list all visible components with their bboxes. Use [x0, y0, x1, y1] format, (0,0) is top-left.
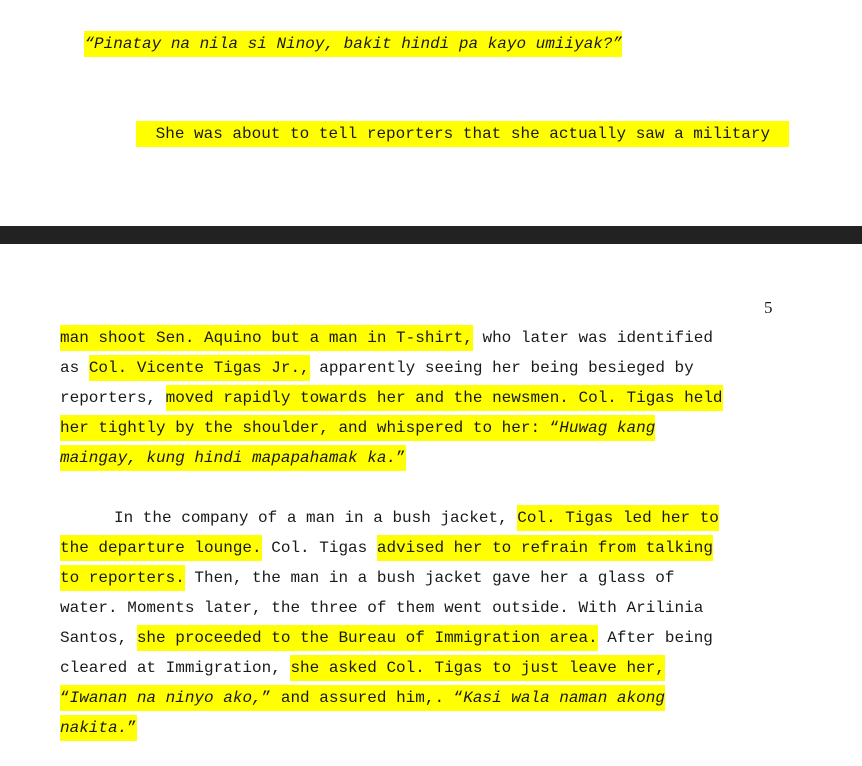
highlighted-text: maingay, kung hindi mapapahamak ka.”	[60, 445, 406, 471]
highlighted-text: to reporters.	[60, 565, 185, 591]
p2-line-1: In the company of a man in a bush jacket, Col. Tigas led her to	[114, 508, 719, 528]
highlighted-text: Col. Tigas led her to	[517, 505, 719, 531]
p2-line-7	[60, 688, 665, 708]
p2-line-2: the departure lounge. Col. Tigas advised her to refrain from talking	[60, 538, 713, 558]
highlighted-quote: “Pinatay na nila si Ninoy, bakit hindi pa kayo umiiyak?”	[84, 31, 622, 57]
paragraph-start-line	[98, 104, 789, 164]
p2-line-3: to reporters. Then, the man in a bush jacket gave her a glass of	[60, 568, 675, 588]
document-page-top	[0, 0, 862, 226]
p2-line-6: cleared at Immigration, she asked Col. Tigas to just leave her,	[60, 658, 665, 678]
highlighted-text: advised her to refrain from talking	[377, 535, 713, 561]
p1-line-3: reporters, moved rapidly towards her and the newsmen. Col. Tigas held	[60, 388, 723, 408]
highlighted-text: her tightly by the shoulder, and whispered to her: “Huwag kang	[60, 415, 655, 441]
highlighted-text: She was about to tell reporters that she actually saw a military	[136, 121, 789, 147]
highlighted-text: man shoot Sen. Aquino but a man in T-shirt,	[60, 325, 473, 351]
highlighted-text: moved rapidly towards her and the newsmen. Col. Tigas held	[166, 385, 723, 411]
p2-line-5: Santos, she proceeded to the Bureau of Immigration area. After being	[60, 628, 713, 648]
highlighted-text: nakita.”	[60, 715, 137, 741]
quote-line	[46, 14, 622, 74]
p2-line-8	[60, 718, 137, 738]
p1-line-1: man shoot Sen. Aquino but a man in T-shirt, who later was identified	[60, 328, 713, 348]
p1-line-2: as Col. Vicente Tigas Jr., apparently seeing her being besieged by	[60, 358, 694, 378]
p2-line-4: water. Moments later, the three of them went outside. With Arilinia	[60, 599, 704, 617]
highlighted-text: “Iwanan na ninyo ako,” and assured him,. “Kasi wala naman akong	[60, 685, 665, 711]
document-page-bottom	[0, 244, 862, 766]
highlighted-text: she asked Col. Tigas to just leave her,	[290, 655, 664, 681]
highlighted-text: the departure lounge.	[60, 535, 262, 561]
page-number: 5	[764, 298, 773, 317]
page-gap-divider	[0, 226, 862, 244]
p1-line-4	[60, 418, 655, 438]
p1-line-5	[60, 448, 406, 468]
highlighted-text: Col. Vicente Tigas Jr.,	[89, 355, 310, 381]
highlighted-text: she proceeded to the Bureau of Immigration area.	[137, 625, 598, 651]
